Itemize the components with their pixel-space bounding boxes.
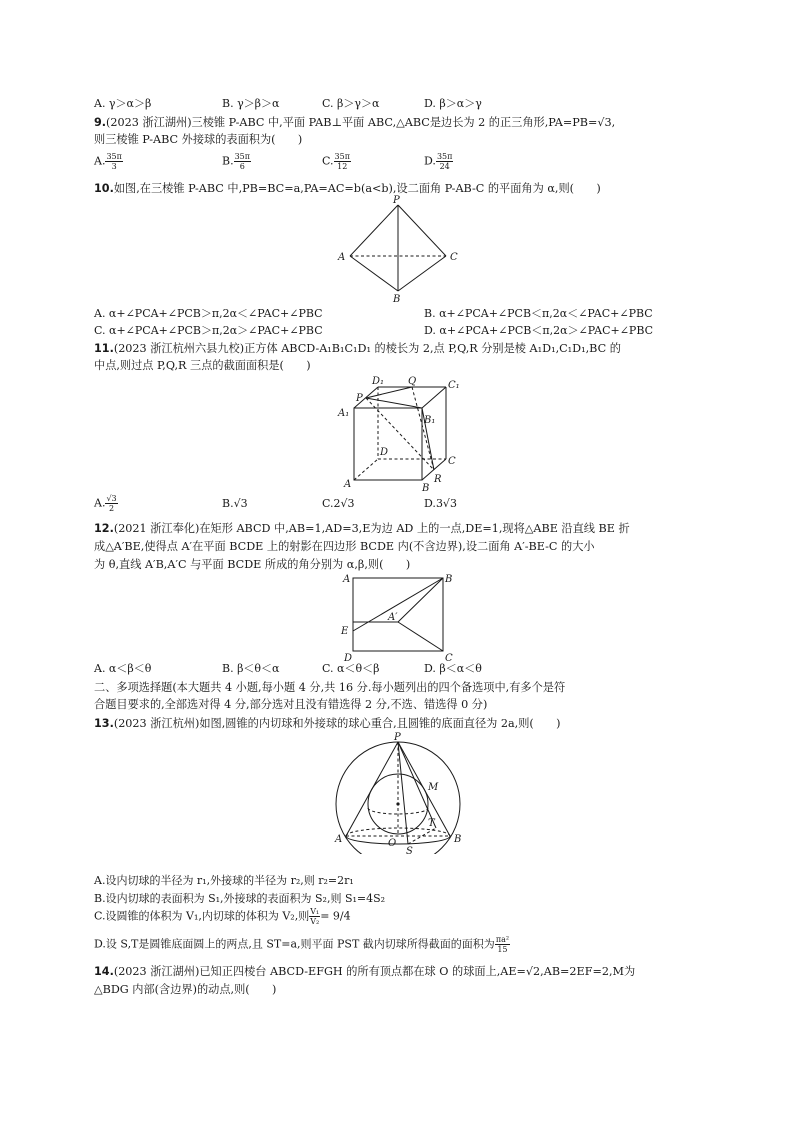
- q13-c-den: V₂: [310, 917, 320, 926]
- q13-label-m: M: [428, 782, 439, 793]
- q10-edge-cb: [398, 256, 446, 291]
- q12-option-d[interactable]: D. β＜α＜θ: [424, 662, 482, 675]
- q9-stem-line1: [94, 115, 615, 131]
- q11-label-b1: B₁: [424, 415, 436, 426]
- q12-rectangle-abcd: [353, 578, 443, 651]
- q11-label-b: B: [422, 483, 430, 494]
- q14-number: 14.: [94, 965, 114, 978]
- q13-label-t: T: [428, 818, 435, 829]
- q13-d-num: πa²: [495, 935, 510, 944]
- q8-option-a[interactable]: A. γ＞α＞β: [94, 97, 152, 110]
- q9-option-c[interactable]: [322, 152, 351, 171]
- q9-c-num: 35π: [334, 152, 350, 161]
- q11-label-p: P: [356, 393, 363, 404]
- q9-option-b-fraction: [234, 152, 251, 171]
- q14-text1: (2023 浙江湖州)已知正四棱台 ABCD-EFGH 的所有顶点都在球 O 的球面上,AE=√2,AB=2EF=2,M为: [113, 965, 636, 978]
- q9-option-c-fraction: [334, 152, 351, 171]
- q9-option-d-fraction: [436, 152, 453, 171]
- q12-number: 12.: [94, 522, 114, 535]
- q13-label-o: O: [388, 838, 397, 849]
- q9-b-num: 35π: [234, 152, 251, 161]
- q12-option-c[interactable]: C. α＜θ＜β: [322, 662, 380, 675]
- q11-a-den: 2: [109, 504, 115, 513]
- q11-option-b-label: B.: [222, 497, 234, 510]
- q12-label-a: A: [343, 574, 351, 585]
- q11-option-b[interactable]: [222, 496, 248, 512]
- section-2-line2: 合题目要求的,全部选对得 4 分,部分选对且没有错选得 2 分,不选、错选得 0 分): [94, 698, 488, 711]
- q12-rectangle-figure: [336, 572, 466, 664]
- q11-stem-line2: 中点,则过点 P,Q,R 三点的截面面积是( ): [94, 359, 311, 372]
- q10-label-p: P: [393, 195, 400, 206]
- q9-b-den: 6: [239, 162, 245, 171]
- q10-number: 10.: [94, 182, 114, 195]
- q13-option-d[interactable]: [94, 935, 510, 954]
- q10-edge-pa: [350, 205, 398, 256]
- q13-option-c[interactable]: [94, 907, 351, 926]
- q12-stem-line2: 成△A′BE,使得点 A′在平面 BCDE 上的射影在四边形 BCDE 内(不含边界),设二面角 A′-BE-C 的大小: [94, 540, 595, 553]
- q8-option-b[interactable]: B. γ＞β＞α: [222, 97, 280, 110]
- q9-d-num: 35π: [436, 152, 453, 161]
- q13-option-c-suffix: = 9/4: [320, 909, 351, 923]
- q12-option-b[interactable]: B. β＜θ＜α: [222, 662, 280, 675]
- q9-a-den: 3: [111, 162, 117, 171]
- q9-option-d[interactable]: [424, 152, 453, 171]
- q13-number: 13.: [94, 717, 114, 730]
- q13-d-den: 15: [497, 945, 508, 954]
- q11-option-d-text: 3√3: [435, 497, 457, 510]
- q9-option-d-label: D.: [424, 154, 436, 168]
- q11-option-c-text: 2√3: [333, 497, 355, 510]
- q10-option-c[interactable]: C. α+∠PCA+∠PCB＞π,2α＞∠PAC+∠PBC: [94, 324, 323, 337]
- q10-option-d[interactable]: D. α+∠PCA+∠PCB＜π,2α＞∠PAC+∠PBC: [424, 324, 654, 337]
- q13-option-c-text: C.设圆锥的体积为 V₁,内切球的体积为 V₂,则: [94, 909, 310, 923]
- q10-label-c: C: [450, 252, 458, 263]
- q10-label-a: A: [338, 252, 346, 263]
- q9-number: 9.: [94, 116, 107, 129]
- q11-text1: (2023 浙江杭州六县九校)正方体 ABCD-A₁B₁C₁D₁ 的棱长为 2,点 P,Q,R 分别是棱 A₁D₁,C₁D₁,BC 的: [113, 342, 621, 355]
- q9-stem-line2: 则三棱锥 P-ABC 外接球的表面积为( ): [94, 133, 303, 146]
- q13-option-c-fraction: [309, 907, 320, 926]
- q11-number: 11.: [94, 342, 114, 355]
- q11-label-q: Q: [408, 376, 417, 387]
- q11-option-d-label: D.: [424, 497, 436, 510]
- q11-edge-b1c1: [422, 387, 446, 408]
- q14-stem-line1: [94, 964, 635, 980]
- section-2-line1: 二、多项选择题(本大题共 4 小题,每小题 4 分,共 16 分.每小题列出的四个备选项中,有多个是符: [94, 681, 566, 694]
- q11-a-num: √3: [106, 494, 117, 503]
- q12-label-a-prime: A′: [388, 612, 398, 623]
- q12-label-b: B: [445, 574, 453, 585]
- q13-option-b[interactable]: B.设内切球的表面积为 S₁,外接球的表面积为 S₂,则 S₁=4S₂: [94, 892, 386, 905]
- q9-option-a-fraction: [105, 152, 122, 171]
- q11-option-a[interactable]: [94, 494, 118, 513]
- q11-stem-line1: [94, 341, 621, 357]
- q10-edge-pc: [398, 205, 446, 256]
- q11-option-c-label: C.: [322, 497, 334, 510]
- q13-label-a: A: [335, 834, 343, 845]
- q10-edge-ab: [350, 256, 398, 291]
- q11-label-r: R: [434, 474, 442, 485]
- q11-option-a-label: A.: [94, 496, 106, 510]
- q10-label-b: B: [393, 294, 401, 305]
- q11-front-face: [354, 408, 422, 480]
- q10-option-a[interactable]: A. α+∠PCA+∠PCB＞π,2α＜∠PAC+∠PBC: [94, 307, 323, 320]
- q9-option-b[interactable]: [222, 152, 251, 171]
- q11-label-d: D: [380, 447, 389, 458]
- q12-segment-a-prime-c: [398, 622, 443, 651]
- q11-option-c[interactable]: [322, 496, 355, 512]
- q13-stem-line1: [94, 716, 561, 732]
- q13-text1: (2023 浙江杭州)如图,圆锥的内切球和外接球的球心重合,且圆锥的底面直径为 2a,则( ): [113, 717, 561, 730]
- q13-generatrix-pa: [346, 742, 398, 836]
- q11-option-b-text: √3: [233, 497, 248, 510]
- q11-label-a1: A₁: [338, 408, 350, 419]
- q12-label-c: C: [445, 653, 453, 664]
- q11-label-c: C: [448, 456, 456, 467]
- q9-text1: (2023 浙江湖州)三棱锥 P-ABC 中,平面 PAB⊥平面 ABC,△ABC是边长为 2 的正三角形,PA=PB=√3,: [106, 116, 616, 129]
- q13-base-front-arc: [346, 836, 450, 844]
- q11-edge-ad-hidden: [354, 459, 378, 480]
- q13-c-num: V₁: [310, 907, 320, 916]
- q13-label-p: P: [394, 732, 401, 743]
- q12-label-e: E: [341, 626, 349, 637]
- q10-text1: 如图,在三棱锥 P-ABC 中,PB=BC=a,PA=AC=b(a<b),设二面角 P-AB-C 的平面角为 α,则( ): [113, 182, 601, 195]
- q11-section-pq: [366, 387, 412, 398]
- q9-c-den: 12: [337, 162, 348, 171]
- q9-option-a[interactable]: [94, 152, 123, 171]
- q13-cone-sphere-figure: [330, 728, 470, 854]
- q9-option-b-label: B.: [222, 154, 234, 168]
- q12-stem-line3: 为 θ,直线 A′B,A′C 与平面 BCDE 所成的角分别为 α,β,则( ): [94, 558, 411, 571]
- q9-option-a-label: A.: [94, 154, 106, 168]
- q12-label-d: D: [344, 653, 353, 664]
- q11-option-a-fraction: [105, 494, 117, 513]
- q13-option-d-fraction: [495, 935, 510, 954]
- q11-cube-figure: [330, 374, 470, 494]
- q13-option-a[interactable]: A.设内切球的半径为 r₁,外接球的半径为 r₂,则 r₂=2r₁: [94, 874, 354, 887]
- q8-option-d[interactable]: D. β＞α＞γ: [424, 97, 482, 110]
- q10-tetrahedron-figure: [330, 195, 470, 305]
- q11-label-a: A: [344, 479, 352, 490]
- q11-section-qr-hidden: [412, 387, 434, 470]
- q12-text1: (2021 浙江奉化)在矩形 ABCD 中,AB=1,AD=3,E为边 AD 上的一点,DE=1,现将△ABE 沿直线 BE 折: [113, 522, 630, 535]
- q9-d-den: 24: [439, 162, 450, 171]
- q9-a-num: 35π: [106, 152, 122, 161]
- q13-center-dot: [396, 802, 399, 805]
- q13-option-d-text: D.设 S,T是圆锥底面圆上的两点,且 ST=a,则平面 PST 截内切球所得截面的面积为: [94, 937, 495, 951]
- q11-label-c1: C₁: [448, 380, 460, 391]
- q13-label-b: B: [454, 834, 462, 845]
- q11-option-d[interactable]: [424, 496, 457, 512]
- q8-option-c[interactable]: C. β＞γ＞α: [322, 97, 380, 110]
- q10-option-b[interactable]: B. α+∠PCA+∠PCB＜π,2α＜∠PAC+∠PBC: [424, 307, 653, 320]
- q12-stem-line1: [94, 521, 630, 537]
- q13-label-s: S: [406, 846, 413, 854]
- q12-segment-eb: [353, 578, 443, 631]
- q9-option-c-label: C.: [322, 154, 334, 168]
- q12-option-a[interactable]: A. α＜β＜θ: [94, 662, 152, 675]
- q11-label-d1: D₁: [372, 376, 385, 387]
- q14-stem-line2: △BDG 内部(含边界)的动点,则( ): [94, 983, 277, 996]
